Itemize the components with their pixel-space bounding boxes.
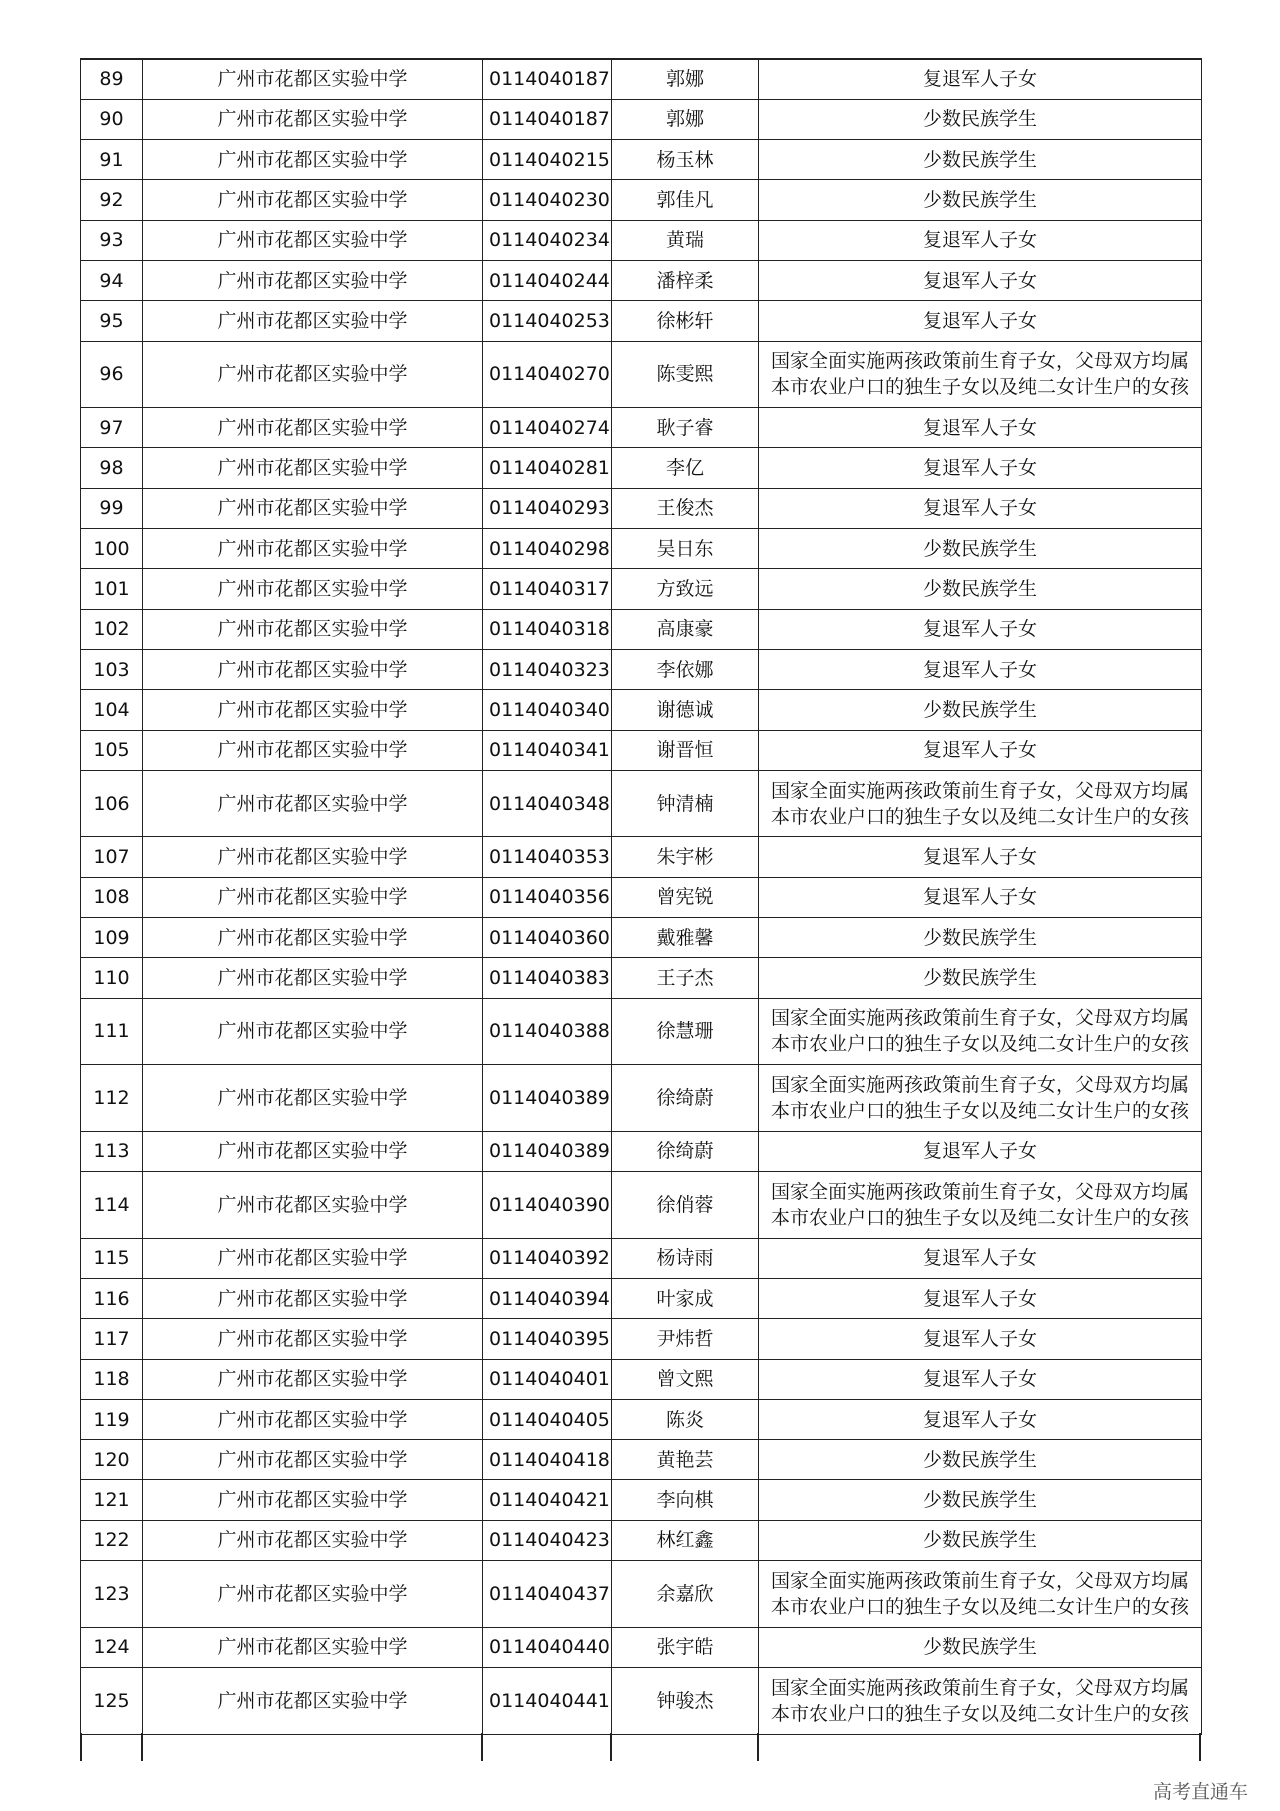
student-name-cell: 徐绮蔚 [612,1065,759,1132]
student-id-cell: 0114040323 [483,649,612,689]
category-cell: 复退军人子女 [759,488,1202,528]
table-row [81,690,1202,730]
school-cell: 广州市花都区实验中学 [143,609,483,649]
row-number-cell: 122 [81,1520,143,1560]
row-number-cell: 93 [81,220,143,260]
roster-table [80,58,1202,1735]
student-name-cell: 叶家成 [612,1279,759,1319]
category-cell: 少数民族学生 [759,569,1202,609]
school-cell: 广州市花都区实验中学 [143,1561,483,1628]
category-cell: 复退军人子女 [759,609,1202,649]
school-cell: 广州市花都区实验中学 [143,99,483,139]
school-cell: 广州市花都区实验中学 [143,837,483,877]
category-cell: 少数民族学生 [759,180,1202,220]
student-name-cell: 李向棋 [612,1480,759,1520]
row-number-cell: 91 [81,140,143,180]
student-name-cell: 曾宪锐 [612,877,759,917]
row-number-cell: 113 [81,1131,143,1171]
student-name-cell: 谢晋恒 [612,730,759,770]
row-number-cell: 106 [81,770,143,837]
row-number-cell: 112 [81,1065,143,1132]
student-id-cell: 0114040253 [483,301,612,341]
student-name-cell: 林红鑫 [612,1520,759,1560]
category-cell: 复退军人子女 [759,448,1202,488]
school-cell: 广州市花都区实验中学 [143,488,483,528]
category-cell: 少数民族学生 [759,1520,1202,1560]
school-cell: 广州市花都区实验中学 [143,958,483,998]
category-cell: 复退军人子女 [759,220,1202,260]
category-cell: 少数民族学生 [759,140,1202,180]
school-cell: 广州市花都区实验中学 [143,408,483,448]
row-number-cell: 104 [81,690,143,730]
table-row [81,730,1202,770]
category-line-2: 本市农业户口的独生子女以及纯二女计生户的女孩 [770,1033,1189,1056]
student-name-cell: 徐慧珊 [612,998,759,1065]
row-number-cell: 114 [81,1172,143,1239]
category-cell: 少数民族学生 [759,1480,1202,1520]
row-number-cell: 124 [81,1627,143,1667]
table-row [81,998,1202,1065]
school-cell: 广州市花都区实验中学 [143,1667,483,1734]
school-cell: 广州市花都区实验中学 [143,59,483,99]
row-number-cell: 96 [81,341,143,408]
watermark-text: 高考直通车 [1152,1781,1248,1803]
student-id-cell: 0114040293 [483,488,612,528]
row-number-cell: 94 [81,260,143,300]
student-id-cell: 0114040187 [483,99,612,139]
school-cell: 广州市花都区实验中学 [143,301,483,341]
category-cell: 复退军人子女 [759,1238,1202,1278]
table-row [81,99,1202,139]
category-cell: 复退军人子女 [759,1359,1202,1399]
school-cell: 广州市花都区实验中学 [143,448,483,488]
student-id-cell: 0114040356 [483,877,612,917]
table-row [81,488,1202,528]
category-line-2: 本市农业户口的独生子女以及纯二女计生户的女孩 [770,376,1189,399]
table-row [81,1065,1202,1132]
category-cell [759,770,1202,837]
category-line-2: 本市农业户口的独生子女以及纯二女计生户的女孩 [770,805,1189,828]
category-line-2: 本市农业户口的独生子女以及纯二女计生户的女孩 [770,1595,1189,1618]
category-line-2: 本市农业户口的独生子女以及纯二女计生户的女孩 [770,1206,1189,1229]
table-row [81,1279,1202,1319]
row-number-cell: 102 [81,609,143,649]
student-name-cell: 黄瑞 [612,220,759,260]
student-id-cell: 0114040341 [483,730,612,770]
table-row [81,1440,1202,1480]
student-name-cell: 耿子睿 [612,408,759,448]
student-id-cell: 0114040360 [483,918,612,958]
student-id-cell: 0114040244 [483,260,612,300]
student-id-cell: 0114040353 [483,837,612,877]
row-number-cell: 125 [81,1667,143,1734]
student-name-cell: 戴雅馨 [612,918,759,958]
school-cell: 广州市花都区实验中学 [143,140,483,180]
row-number-cell: 100 [81,529,143,569]
category-line-1: 国家全面实施两孩政策前生育子女，父母双方均属 [770,350,1189,373]
row-number-cell: 99 [81,488,143,528]
student-id-cell: 0114040270 [483,341,612,408]
table-row [81,609,1202,649]
student-id-cell: 0114040298 [483,529,612,569]
category-cell [759,998,1202,1065]
school-cell: 广州市花都区实验中学 [143,1480,483,1520]
table-row [81,958,1202,998]
table-row [81,1480,1202,1520]
student-name-cell: 曾文熙 [612,1359,759,1399]
row-number-cell: 111 [81,998,143,1065]
table-row [81,260,1202,300]
school-cell: 广州市花都区实验中学 [143,998,483,1065]
student-id-cell: 0114040401 [483,1359,612,1399]
school-cell: 广州市花都区实验中学 [143,770,483,837]
student-id-cell: 0114040281 [483,448,612,488]
student-name-cell: 徐彬轩 [612,301,759,341]
category-cell [759,1667,1202,1734]
category-line-2: 本市农业户口的独生子女以及纯二女计生户的女孩 [770,1100,1189,1123]
row-number-cell: 90 [81,99,143,139]
student-name-cell: 徐俏蓉 [612,1172,759,1239]
category-cell: 复退军人子女 [759,59,1202,99]
category-cell: 少数民族学生 [759,1627,1202,1667]
student-id-cell: 0114040388 [483,998,612,1065]
student-id-cell: 0114040318 [483,609,612,649]
school-cell: 广州市花都区实验中学 [143,569,483,609]
school-cell: 广州市花都区实验中学 [143,1279,483,1319]
student-name-cell: 李亿 [612,448,759,488]
student-name-cell: 王俊杰 [612,488,759,528]
category-cell: 少数民族学生 [759,690,1202,730]
student-name-cell: 余嘉欣 [612,1561,759,1628]
student-id-cell: 0114040348 [483,770,612,837]
student-id-cell: 0114040405 [483,1399,612,1439]
student-name-cell: 杨诗雨 [612,1238,759,1278]
category-cell: 少数民族学生 [759,99,1202,139]
table-row [81,877,1202,917]
table-row [81,1172,1202,1239]
school-cell: 广州市花都区实验中学 [143,341,483,408]
student-id-cell: 0114040389 [483,1131,612,1171]
student-id-cell: 0114040392 [483,1238,612,1278]
row-number-cell: 109 [81,918,143,958]
student-name-cell: 陈炎 [612,1399,759,1439]
category-cell: 复退军人子女 [759,408,1202,448]
table-row [81,408,1202,448]
category-line-1: 国家全面实施两孩政策前生育子女，父母双方均属 [770,1676,1189,1699]
school-cell: 广州市花都区实验中学 [143,260,483,300]
category-cell [759,341,1202,408]
row-number-cell: 119 [81,1399,143,1439]
school-cell: 广州市花都区实验中学 [143,730,483,770]
table-row [81,569,1202,609]
school-cell: 广州市花都区实验中学 [143,1319,483,1359]
row-number-cell: 108 [81,877,143,917]
school-cell: 广州市花都区实验中学 [143,1627,483,1667]
student-name-cell: 郭娜 [612,99,759,139]
category-line-1: 国家全面实施两孩政策前生育子女，父母双方均属 [770,1074,1189,1097]
school-cell: 广州市花都区实验中学 [143,690,483,730]
school-cell: 广州市花都区实验中学 [143,1172,483,1239]
category-cell: 复退军人子女 [759,649,1202,689]
table-row [81,220,1202,260]
table-row [81,837,1202,877]
row-number-cell: 120 [81,1440,143,1480]
row-number-cell: 101 [81,569,143,609]
student-id-cell: 0114040437 [483,1561,612,1628]
row-number-cell: 105 [81,730,143,770]
table-row [81,140,1202,180]
row-number-cell: 115 [81,1238,143,1278]
category-cell [759,1065,1202,1132]
category-cell: 少数民族学生 [759,1440,1202,1480]
student-id-cell: 0114040441 [483,1667,612,1734]
school-cell: 广州市花都区实验中学 [143,1238,483,1278]
row-number-cell: 89 [81,59,143,99]
student-name-cell: 郭娜 [612,59,759,99]
row-number-cell: 118 [81,1359,143,1399]
student-id-cell: 0114040394 [483,1279,612,1319]
student-name-cell: 钟清楠 [612,770,759,837]
category-line-2: 本市农业户口的独生子女以及纯二女计生户的女孩 [770,1702,1189,1725]
school-cell: 广州市花都区实验中学 [143,877,483,917]
student-id-cell: 0114040383 [483,958,612,998]
category-line-1: 国家全面实施两孩政策前生育子女，父母双方均属 [770,1180,1189,1203]
row-number-cell: 95 [81,301,143,341]
student-name-cell: 黄艳芸 [612,1440,759,1480]
student-name-cell: 吴日东 [612,529,759,569]
student-name-cell: 杨玉林 [612,140,759,180]
student-id-cell: 0114040340 [483,690,612,730]
row-number-cell: 97 [81,408,143,448]
school-cell: 广州市花都区实验中学 [143,180,483,220]
row-number-cell: 98 [81,448,143,488]
table-row [81,529,1202,569]
category-cell: 少数民族学生 [759,958,1202,998]
table-row [81,1667,1202,1734]
school-cell: 广州市花都区实验中学 [143,529,483,569]
student-name-cell: 李依娜 [612,649,759,689]
category-cell: 少数民族学生 [759,529,1202,569]
school-cell: 广州市花都区实验中学 [143,1359,483,1399]
student-name-cell: 高康豪 [612,609,759,649]
table-row [81,918,1202,958]
category-cell: 复退军人子女 [759,1399,1202,1439]
table-row [81,770,1202,837]
student-id-cell: 0114040187 [483,59,612,99]
student-id-cell: 0114040317 [483,569,612,609]
student-name-cell: 郭佳凡 [612,180,759,220]
table-row [81,59,1202,99]
student-id-cell: 0114040234 [483,220,612,260]
category-cell: 复退军人子女 [759,1319,1202,1359]
student-id-cell: 0114040390 [483,1172,612,1239]
student-name-cell: 钟骏杰 [612,1667,759,1734]
row-number-cell: 123 [81,1561,143,1628]
table-row [81,180,1202,220]
table-row [81,341,1202,408]
roster-body [81,59,1202,1734]
category-cell [759,1172,1202,1239]
student-name-cell: 方致远 [612,569,759,609]
school-cell: 广州市花都区实验中学 [143,918,483,958]
category-line-1: 国家全面实施两孩政策前生育子女，父母双方均属 [770,779,1189,802]
student-id-cell: 0114040440 [483,1627,612,1667]
table-row [81,1520,1202,1560]
student-name-cell: 谢德诚 [612,690,759,730]
student-name-cell: 徐绮蔚 [612,1131,759,1171]
student-id-cell: 0114040274 [483,408,612,448]
row-number-cell: 116 [81,1279,143,1319]
table-row [81,448,1202,488]
category-cell: 少数民族学生 [759,918,1202,958]
student-id-cell: 0114040230 [483,180,612,220]
school-cell: 广州市花都区实验中学 [143,1065,483,1132]
student-name-cell: 尹炜哲 [612,1319,759,1359]
category-cell: 复退军人子女 [759,301,1202,341]
category-cell: 复退军人子女 [759,1279,1202,1319]
category-cell: 复退军人子女 [759,1131,1202,1171]
category-cell [759,1561,1202,1628]
student-id-cell: 0114040215 [483,140,612,180]
table-row [81,1131,1202,1171]
school-cell: 广州市花都区实验中学 [143,1131,483,1171]
table-row [81,649,1202,689]
student-name-cell: 王子杰 [612,958,759,998]
student-name-cell: 张宇皓 [612,1627,759,1667]
table-row [81,1627,1202,1667]
category-cell: 复退军人子女 [759,730,1202,770]
student-name-cell: 潘梓柔 [612,260,759,300]
school-cell: 广州市花都区实验中学 [143,1520,483,1560]
table-row [81,1561,1202,1628]
student-id-cell: 0114040395 [483,1319,612,1359]
student-id-cell: 0114040421 [483,1480,612,1520]
row-number-cell: 110 [81,958,143,998]
school-cell: 广州市花都区实验中学 [143,1440,483,1480]
student-name-cell: 陈雯熙 [612,341,759,408]
row-number-cell: 121 [81,1480,143,1520]
table-row [81,301,1202,341]
category-line-1: 国家全面实施两孩政策前生育子女，父母双方均属 [770,1569,1189,1592]
category-cell: 复退军人子女 [759,877,1202,917]
row-number-cell: 107 [81,837,143,877]
school-cell: 广州市花都区实验中学 [143,220,483,260]
category-cell: 复退军人子女 [759,837,1202,877]
row-number-cell: 103 [81,649,143,689]
student-id-cell: 0114040389 [483,1065,612,1132]
table-row [81,1399,1202,1439]
school-cell: 广州市花都区实验中学 [143,1399,483,1439]
student-id-cell: 0114040423 [483,1520,612,1560]
school-cell: 广州市花都区实验中学 [143,649,483,689]
category-line-1: 国家全面实施两孩政策前生育子女，父母双方均属 [770,1007,1189,1030]
table-continuation-lines [80,1733,1201,1761]
student-id-cell: 0114040418 [483,1440,612,1480]
table-row [81,1319,1202,1359]
row-number-cell: 92 [81,180,143,220]
table-row [81,1359,1202,1399]
row-number-cell: 117 [81,1319,143,1359]
table-row [81,1238,1202,1278]
student-name-cell: 朱宇彬 [612,837,759,877]
category-cell: 复退军人子女 [759,260,1202,300]
